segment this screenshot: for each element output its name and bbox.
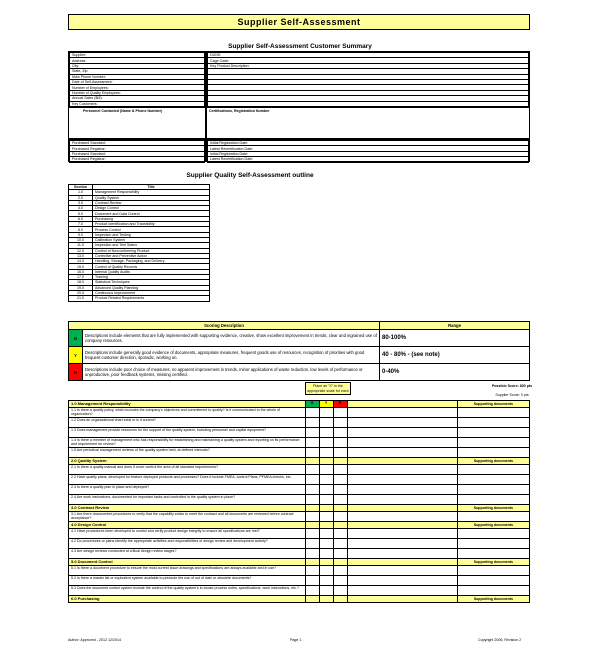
outline-section-title: Product Related Requirements (93, 296, 210, 301)
question-text: 1.4 Is there a member of management who has responsibility for establishing and maintaining a quality system and reporting on its performance and requirement for review? (69, 438, 306, 448)
page-title: Supplier Self-Assessment (68, 14, 530, 30)
outline-section-number: 1.0 (69, 190, 93, 195)
supplier-score: Supplier Score: 0 pts (495, 393, 529, 397)
scoring-range: 80-100% (380, 330, 530, 347)
scale-g-header: G (305, 401, 319, 408)
summary-bottom-row (208, 157, 529, 162)
select-note: Place an "X" in the appropriate scale for each (305, 382, 351, 395)
question-row (69, 539, 530, 549)
outline-section-number: 18.0 (69, 280, 93, 285)
scale-g-cell[interactable] (305, 529, 319, 539)
scale-r-cell[interactable] (333, 512, 347, 522)
scoring-row (69, 364, 530, 381)
outline-section-number: 14.0 (69, 259, 93, 264)
scale-y-cell[interactable] (319, 512, 333, 522)
section-spacer (347, 505, 457, 512)
question-spacer (347, 512, 457, 522)
question-row (69, 465, 530, 475)
scale-y-cell[interactable] (319, 539, 333, 549)
scale-g-header (305, 596, 319, 603)
scale-r-cell[interactable] (333, 566, 347, 576)
summary-field-label: Date of Self-Assessment: (70, 79, 205, 84)
question-section-title: 2.0 Quality System (69, 458, 306, 465)
question-section-header (69, 401, 530, 408)
scale-g-header (305, 522, 319, 529)
question-text: 2.2 Have quality plans, developed for feature deployed products and processes? Does it include FMEA, control Plans, PFMEA checks, etc. (69, 475, 306, 485)
scale-g-header (305, 559, 319, 566)
scoring-row (69, 347, 530, 364)
question-section-header (69, 505, 530, 512)
summary-field-label: Key Customers: (70, 101, 205, 106)
summary-field-label: Cage Code: (208, 58, 529, 63)
summary-bottom-label: Purchased Registrar: (70, 146, 205, 151)
scale-g-cell[interactable] (305, 485, 319, 495)
supporting-docs-cell[interactable] (457, 465, 529, 475)
scale-y-cell[interactable] (319, 438, 333, 448)
summary-field-label: Number of Quality Employees: (70, 90, 205, 95)
scale-g-cell[interactable] (305, 549, 319, 559)
question-spacer (347, 418, 457, 428)
supporting-docs-cell[interactable] (457, 539, 529, 549)
question-spacer (347, 428, 457, 438)
contact-right-label: Certifications, Registration Number (209, 109, 270, 113)
scale-y-cell[interactable] (319, 586, 333, 596)
question-spacer (347, 566, 457, 576)
scale-g-cell[interactable] (305, 495, 319, 505)
scale-g-header (305, 458, 319, 465)
scale-r-cell[interactable] (333, 495, 347, 505)
question-text: 4.1 Have procedures been developed to control and verify product design integrity to ensure all specifications are met? (69, 529, 306, 539)
scale-y-cell[interactable] (319, 485, 333, 495)
section-comments-label: Supporting documents (457, 505, 529, 512)
question-text: 1.1 Is there a quality policy, which includes the company's objectives and commitment to quality? Is it communicated to the whole of organization? (69, 408, 306, 418)
questions-table (68, 400, 530, 603)
question-text: 1.2 Does an organizational chart exist or is it current? (69, 418, 306, 428)
outline-section-title: Management Responsibility (93, 190, 210, 195)
question-section-header (69, 458, 530, 465)
footer-right: Copyright 2006, Revision 2 (478, 638, 522, 642)
question-spacer (347, 539, 457, 549)
scale-r-cell[interactable] (333, 586, 347, 596)
outline-section-title: Corrective and Preventive Action (93, 253, 210, 258)
scale-r-cell[interactable] (333, 408, 347, 418)
supporting-docs-cell[interactable] (457, 438, 529, 448)
outline-section-number: 12.0 (69, 248, 93, 253)
question-row (69, 566, 530, 576)
question-spacer (347, 448, 457, 458)
scoring-letter: Y (69, 347, 83, 364)
outline-section-title: Inspection and Test Status (93, 243, 210, 248)
scale-g-cell[interactable] (305, 438, 319, 448)
scale-r-cell[interactable] (333, 529, 347, 539)
outline-section-number: 3.0 (69, 200, 93, 205)
scale-y-cell[interactable] (319, 408, 333, 418)
outline-row (69, 296, 210, 301)
outline-section-number: 2.0 (69, 195, 93, 200)
scoring-range: 40 - 80% - (see note) (380, 347, 530, 364)
bottom-left-box (68, 139, 206, 162)
scale-r-cell[interactable] (333, 576, 347, 586)
scoring-range-header: Range (380, 322, 530, 330)
outline-section-title: Handling, Storage, Packaging, and Delivery (93, 259, 210, 264)
scoring-table (68, 321, 530, 381)
summary-heading: Supplier Self-Assessment Customer Summary (228, 43, 372, 50)
summary-bottom-label: Initial Registration Date: (208, 141, 529, 146)
question-row (69, 485, 530, 495)
question-row (69, 576, 530, 586)
question-text: 4.2 Do procedures or plans identify the appropriate activities and responsibilities of design review and development activity? (69, 539, 306, 549)
scale-y-cell[interactable] (319, 529, 333, 539)
scale-g-cell[interactable] (305, 465, 319, 475)
section-comments-label: Supporting documents (457, 401, 529, 408)
outline-section-number: 9.0 (69, 232, 93, 237)
scale-y-header (319, 458, 333, 465)
scale-y-cell[interactable] (319, 465, 333, 475)
scale-r-cell[interactable] (333, 448, 347, 458)
question-spacer (347, 465, 457, 475)
question-text: 1.3 Does management provide resources for the support of the quality system, including personnel and capital equipment? (69, 428, 306, 438)
scale-g-cell[interactable] (305, 408, 319, 418)
question-row (69, 418, 530, 428)
scale-g-cell[interactable] (305, 475, 319, 485)
footer-left: Author: Approved - 2012 12/2014 (68, 638, 121, 642)
summary-field-label: Supplier: (70, 53, 205, 58)
outline-section-number: 4.0 (69, 206, 93, 211)
outline-section-title: Control of Nonconforming Product (93, 248, 210, 253)
scoring-description: Descriptions include generally good evidence of documents, appropriate measures, frequent goods use of resources, recognition of priorities with good frequent customer direction, sporadic, working on. (83, 347, 380, 364)
summary-bottom-label: Purchased Registrar: (70, 157, 205, 162)
section-spacer (347, 522, 457, 529)
scale-g-cell[interactable] (305, 566, 319, 576)
scale-y-cell[interactable] (319, 428, 333, 438)
summary-row (70, 101, 205, 106)
scale-y-header (319, 596, 333, 603)
outline-section-title: Quality System (93, 195, 210, 200)
question-spacer (347, 485, 457, 495)
question-spacer (347, 549, 457, 559)
question-spacer (347, 438, 457, 448)
summary-field-label: Number of Employees: (70, 85, 205, 90)
scale-r-cell[interactable] (333, 475, 347, 485)
question-text: 5.3 Does the document control system include the control of the quality system's in-house process notes, specifications, work instructions, etc.? (69, 586, 306, 596)
outline-section-number: 15.0 (69, 264, 93, 269)
outline-section-number: 17.0 (69, 275, 93, 280)
scale-r-cell[interactable] (333, 418, 347, 428)
question-text: 2.3 Is there a quality plan in place and deployed? (69, 485, 306, 495)
question-section-title: 3.0 Contract Review (69, 505, 306, 512)
summary-left-box (68, 51, 206, 107)
summary-left-table (69, 52, 205, 107)
scoring-row (69, 330, 530, 347)
outline-section-title: Contract Review (93, 200, 210, 205)
supporting-docs-cell[interactable] (457, 485, 529, 495)
question-section-title: 4.0 Design Control (69, 522, 306, 529)
scale-y-cell[interactable] (319, 566, 333, 576)
scale-r-header (333, 522, 347, 529)
outline-section-title: Calibration System (93, 237, 210, 242)
question-row (69, 529, 530, 539)
question-text: 3.1 Are there documented procedures to verify that the capability exists to meet the contract and all documents are reviewed before contract acceptance? (69, 512, 306, 522)
outline-section-title: Control of Quality Records (93, 264, 210, 269)
supporting-docs-cell[interactable] (457, 576, 529, 586)
scale-r-header (333, 596, 347, 603)
outline-table (68, 184, 210, 302)
scale-y-cell[interactable] (319, 576, 333, 586)
question-text: 5.2 Is there a master list or equivalent system available to preclude the use of out of date or obsolete documents? (69, 576, 306, 586)
question-spacer (347, 529, 457, 539)
scale-y-cell[interactable] (319, 549, 333, 559)
scale-r-header (333, 505, 347, 512)
question-spacer (347, 475, 457, 485)
question-row (69, 448, 530, 458)
question-row (69, 549, 530, 559)
question-row (69, 586, 530, 596)
scale-g-cell[interactable] (305, 418, 319, 428)
summary-bottom-label: Purchased Standard: (70, 151, 205, 156)
scale-y-cell[interactable] (319, 448, 333, 458)
outline-section-number: 16.0 (69, 269, 93, 274)
outline-heading: Supplier Quality Self-Assessment outline (186, 172, 314, 179)
section-comments-label: Supporting documents (457, 458, 529, 465)
question-section-header (69, 522, 530, 529)
scoring-letter: G (69, 330, 83, 347)
outline-section-title: Training (93, 275, 210, 280)
outline-section-title: Purchasing (93, 216, 210, 221)
scale-r-cell[interactable] (333, 438, 347, 448)
section-comments-label: Supporting documents (457, 559, 529, 566)
question-spacer (347, 408, 457, 418)
section-comments-label: Supporting documents (457, 522, 529, 529)
scoring-desc-header: Scoring Description (69, 322, 380, 330)
supporting-docs-cell[interactable] (457, 566, 529, 576)
outline-section-number: 21.0 (69, 296, 93, 301)
section-spacer (347, 401, 457, 408)
outline-section-title: Statistical Techniques (93, 280, 210, 285)
section-comments-label: Supporting documents (457, 596, 529, 603)
outline-section-title: Document and Data Control (93, 211, 210, 216)
supporting-docs-cell[interactable] (457, 475, 529, 485)
outline-section-number: 5.0 (69, 211, 93, 216)
footer-center: Page 1 (290, 638, 302, 642)
scale-y-header: Y (319, 401, 333, 408)
scale-r-cell[interactable] (333, 539, 347, 549)
scale-y-header (319, 522, 333, 529)
outline-section-title: Internal Quality Audits (93, 269, 210, 274)
supporting-docs-cell[interactable] (457, 448, 529, 458)
possible-score: Possible Score: 800 pts (491, 384, 533, 388)
summary-field-label: State, Zip: (70, 69, 205, 74)
question-row (69, 495, 530, 505)
scale-r-cell[interactable] (333, 428, 347, 438)
outline-section-title: Continuous Improvement (93, 290, 210, 295)
scale-y-header (319, 505, 333, 512)
question-row (69, 428, 530, 438)
scale-r-cell[interactable] (333, 465, 347, 475)
section-spacer (347, 458, 457, 465)
outline-section-number: 11.0 (69, 243, 93, 248)
scale-y-header (319, 559, 333, 566)
question-text: 1.5 Are periodical management reviews of the quality system held, at defined intervals? (69, 448, 306, 458)
summary-field-label: DUNS: (208, 53, 529, 58)
scale-y-cell[interactable] (319, 475, 333, 485)
outline-section-title: Inspection and Testing (93, 232, 210, 237)
question-text: 2.1 Is there a quality manual and does it cover control the area of all standard requirements? (69, 465, 306, 475)
question-text: 5.1 Is there a document procedure to ensure the most current issue drawings and specifications are always available and in use? (69, 566, 306, 576)
bottom-right-box (206, 139, 530, 162)
question-row (69, 408, 530, 418)
question-section-header (69, 559, 530, 566)
scoring-range: 0-40% (380, 364, 530, 381)
question-text: 2.4 Are work instructions, documented for important tasks and controlled in the quality system in place? (69, 495, 306, 505)
scale-g-cell[interactable] (305, 586, 319, 596)
contact-left-box (68, 107, 206, 139)
outline-section-number: 13.0 (69, 253, 93, 258)
question-spacer (347, 495, 457, 505)
question-text: 4.3 Are design reviews conducted at critical design review stages? (69, 549, 306, 559)
question-section-title: 1.0 Management Responsibility (69, 401, 306, 408)
question-row (69, 475, 530, 485)
scale-r-cell[interactable] (333, 485, 347, 495)
scale-r-header (333, 458, 347, 465)
scale-g-cell[interactable] (305, 576, 319, 586)
section-spacer (347, 596, 457, 603)
outline-col-title: Title (93, 185, 210, 190)
supporting-docs-cell[interactable] (457, 586, 529, 596)
outline-section-title: Process Control (93, 227, 210, 232)
summary-bottom-row (70, 157, 205, 162)
scale-y-cell[interactable] (319, 495, 333, 505)
supporting-docs-cell[interactable] (457, 418, 529, 428)
summary-field-label: Key Product Description: (208, 63, 529, 68)
supporting-docs-cell[interactable] (457, 549, 529, 559)
scoring-letter: R (69, 364, 83, 381)
scale-g-header (305, 505, 319, 512)
outline-section-title: Design Control (93, 206, 210, 211)
outline-section-number: 7.0 (69, 222, 93, 227)
contact-left-label: Personnel Contacted (Name & Phone Number) (83, 109, 163, 113)
summary-bottom-label: Purchased Standard: (70, 141, 205, 146)
outline-section-title: Product Identification and Traceability (93, 222, 210, 227)
outline-section-number: 20.0 (69, 290, 93, 295)
summary-right-box (206, 51, 530, 107)
summary-field-label: Address: (70, 58, 205, 63)
supporting-docs-cell[interactable] (457, 495, 529, 505)
question-spacer (347, 576, 457, 586)
scale-g-cell[interactable] (305, 428, 319, 438)
contact-right-box (206, 107, 530, 139)
question-row (69, 512, 530, 522)
supporting-docs-cell[interactable] (457, 512, 529, 522)
scale-r-cell[interactable] (333, 549, 347, 559)
summary-field-label (208, 101, 529, 106)
summary-bottom-label: Latest Recertification Date: (208, 157, 529, 162)
supporting-docs-cell[interactable] (457, 408, 529, 418)
summary-bottom-label: Latest Recertification Date: (208, 146, 529, 151)
scale-g-cell[interactable] (305, 512, 319, 522)
summary-field-label: Annual Sales ($M): (70, 96, 205, 101)
question-section-header (69, 596, 530, 603)
outline-section-title: Advanced Quality Planning (93, 285, 210, 290)
summary-row (208, 101, 529, 106)
scoring-description: Descriptions include poor choice of measures, no apparent improvement in trends, minor applications of waste reduction, low levels of performance or unproductive, poor feedback systems, missing certified. (83, 364, 380, 381)
summary-section (68, 51, 530, 162)
scale-r-header: R (333, 401, 347, 408)
scale-r-header (333, 559, 347, 566)
section-spacer (347, 559, 457, 566)
outline-section-number: 19.0 (69, 285, 93, 290)
scale-g-cell[interactable] (305, 448, 319, 458)
summary-field-label: City: (70, 63, 205, 68)
question-spacer (347, 586, 457, 596)
outline-section-number: 6.0 (69, 216, 93, 221)
outline-col-section: Section (69, 185, 93, 190)
scale-g-cell[interactable] (305, 539, 319, 549)
outline-section-number: 8.0 (69, 227, 93, 232)
supporting-docs-cell[interactable] (457, 428, 529, 438)
outline-section-number: 10.0 (69, 237, 93, 242)
scale-y-cell[interactable] (319, 418, 333, 428)
question-row (69, 438, 530, 448)
summary-field-label: Main Phone Number: (70, 74, 205, 79)
question-section-title: 5.0 Document Control (69, 559, 306, 566)
summary-bottom-label: Initial Registration Date: (208, 151, 529, 156)
scoring-description: Descriptions include elements that are fully implemented with supporting evidence, creative, show excellent improvement in trends, clear and ingrained use of company resources. (83, 330, 380, 347)
summary-right-table (207, 52, 529, 107)
question-section-title: 6.0 Purchasing (69, 596, 306, 603)
supporting-docs-cell[interactable] (457, 529, 529, 539)
